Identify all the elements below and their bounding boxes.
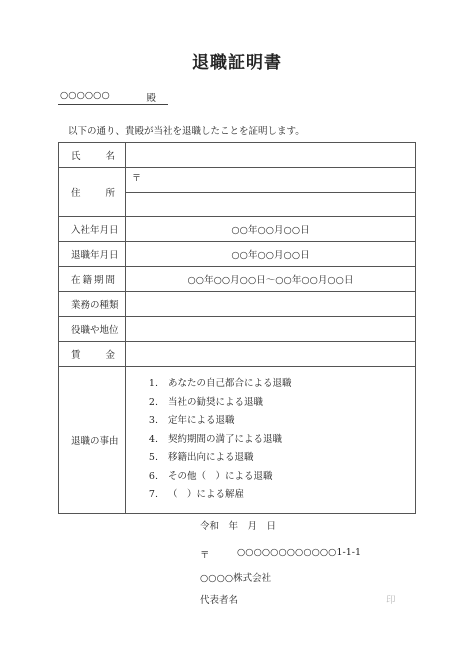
value-leave-date[interactable]: ○○年○○月○○日: [126, 242, 416, 267]
label-char: 期: [93, 275, 104, 286]
row-period: [59, 267, 416, 292]
reason-text: 定年による退職: [168, 415, 235, 426]
label-char: 賃: [71, 350, 81, 361]
label-job-type: 業務の種類: [59, 292, 126, 317]
reason-item[interactable]: [142, 412, 415, 431]
label-char: 名: [105, 151, 115, 162]
label-position: 役職や地位: [59, 317, 126, 342]
row-wage: [59, 342, 416, 367]
reason-list: [126, 367, 416, 514]
intro-text: 以下の通り、貴殿が当社を退職したことを証明します。: [68, 126, 305, 137]
addressee-suffix: 殿: [146, 93, 156, 104]
label-char: 住: [71, 188, 81, 199]
seal-mark: 印: [386, 595, 396, 606]
reason-item[interactable]: [142, 431, 415, 450]
value-wage[interactable]: [126, 342, 416, 367]
row-reason: [59, 367, 416, 514]
value-job-type[interactable]: [126, 292, 416, 317]
value-address-line2[interactable]: [126, 193, 416, 217]
reason-number: 7.: [148, 489, 158, 500]
addressee-name: ○○○○○○: [60, 90, 110, 101]
reason-item[interactable]: [142, 486, 415, 505]
reason-text: 移籍出向による退職: [168, 452, 254, 463]
value-name[interactable]: [126, 143, 416, 168]
postal-mark-icon: 〒: [132, 174, 142, 184]
reason-text: 当社の勧奨による退職: [168, 396, 264, 408]
reason-item[interactable]: [142, 449, 415, 468]
addressee-line: [58, 88, 168, 105]
reason-number: 3.: [148, 415, 158, 426]
document-title: 退職証明書: [192, 53, 282, 73]
reason-text: あなたの自己都合による退職: [168, 378, 292, 389]
issuer-address: ○○○○○○○○○○○○1-1-1: [237, 547, 362, 558]
label-char: 在: [71, 275, 81, 286]
row-address-1: [59, 168, 416, 193]
row-position: [59, 317, 416, 342]
row-job-type: [59, 292, 416, 317]
issue-date: 令和 年 月 日: [200, 521, 277, 532]
value-address-line1[interactable]: [126, 168, 416, 193]
reason-text: その他（ ）による退職: [168, 470, 273, 482]
issuer-company: ○○○○株式会社: [200, 573, 272, 584]
label-char: 金: [105, 350, 115, 361]
certificate-table: [58, 142, 416, 514]
label-period: [59, 267, 126, 292]
label-join-date: 入社年月日: [59, 217, 126, 242]
reason-text: 契約期間の満了による退職: [168, 433, 283, 445]
issuer-representative: 代表者名: [200, 595, 239, 606]
reason-number: 2.: [148, 396, 158, 408]
label-char: 籍: [82, 275, 92, 286]
label-char: 所: [105, 188, 115, 199]
reason-text: （ ）による解雇: [168, 489, 245, 500]
reason-number: 1.: [148, 378, 158, 389]
label-char: 間: [105, 275, 115, 286]
issuer-postal-mark-icon: 〒: [200, 550, 210, 561]
label-leave-date: 退職年月日: [59, 242, 126, 267]
label-char: 氏: [71, 151, 81, 162]
reason-number: 6.: [148, 470, 158, 482]
value-join-date[interactable]: ○○年○○月○○日: [126, 217, 416, 242]
reason-item[interactable]: [142, 468, 415, 487]
row-leave-date: [59, 242, 416, 267]
value-position[interactable]: [126, 317, 416, 342]
reason-item[interactable]: [142, 375, 415, 394]
value-period[interactable]: ○○年○○月○○日～○○年○○月○○日: [126, 267, 416, 292]
reason-number: 5.: [148, 452, 158, 463]
reason-number: 4.: [148, 433, 158, 445]
label-address: [59, 168, 126, 217]
row-join-date: [59, 217, 416, 242]
row-name: [59, 143, 416, 168]
reason-item[interactable]: [142, 394, 415, 413]
label-name: [59, 143, 126, 168]
label-reason: 退職の事由: [59, 367, 126, 514]
label-wage: [59, 342, 126, 367]
